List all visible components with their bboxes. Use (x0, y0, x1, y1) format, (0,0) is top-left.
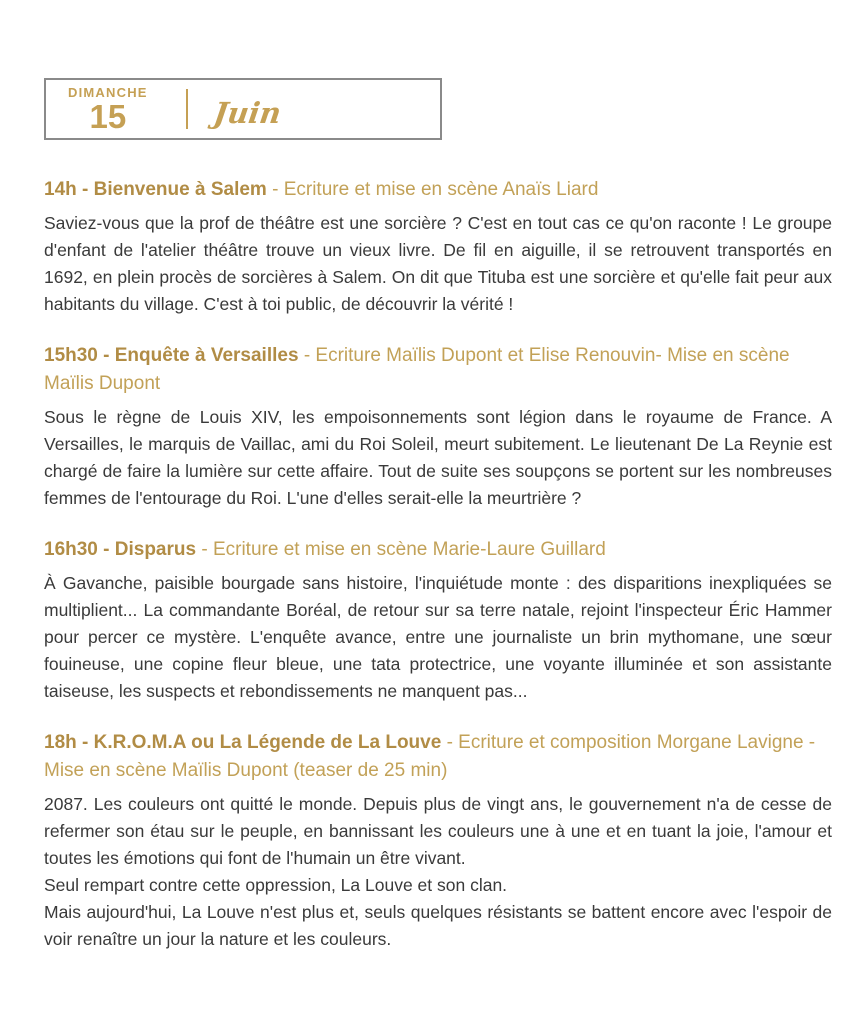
event-paragraph: 2087. Les couleurs ont quitté le monde. Depuis plus de vingt ans, le gouvernement n'a de cesse de refermer son étau sur le peuple, en bannissant les couleurs une à une et en tuant la joie, l'amour et toutes les émotions qui font de l'humain un être vivant. (44, 794, 832, 868)
date-divider (186, 89, 188, 129)
event-section-salem (44, 176, 832, 318)
event-section-versailles (44, 342, 832, 512)
day-number: 15 (89, 98, 127, 135)
day-name: DIMANCHE (68, 85, 148, 100)
event-title (44, 176, 832, 204)
event-paragraph: Mais aujourd'hui, La Louve n'est plus et, seuls quelques résistants se battent encore avec l'espoir de voir renaître un jour la nature et les couleurs. (44, 902, 832, 949)
event-description (44, 791, 832, 953)
month-name: Juin (211, 96, 283, 130)
event-section-kroma (44, 729, 832, 953)
event-title (44, 342, 832, 398)
event-title (44, 536, 832, 564)
event-time-title: 15h30 - Enquête à Versailles (44, 345, 299, 366)
event-time-title: 16h30 - Disparus (44, 539, 197, 560)
event-paragraph: À Gavanche, paisible bourgade sans histoire, l'inquiétude monte : des disparitions inexpliquées se multiplient... La commandante Boréal, de retour sur sa terre natale, rejoint l'inspecteur Éric Hammer pour percer ce mystère. L'enquête avance, entre une journaliste un brin mythomane, une sœur fouineuse, une copine fleur bleue, une tata protectrice, une voyante illuminée et son assistante taiseuse, les suspects et rebondissements ne manquent pas... (44, 573, 832, 701)
event-description (44, 404, 832, 512)
event-section-disparus (44, 536, 832, 705)
event-paragraph: Sous le règne de Louis XIV, les empoisonnements sont légion dans le royaume de France. A Versailles, le marquis de Vaillac, ami du Roi Soleil, meurt subitement. Le lieutenant De La Reynie est chargé de faire la lumière sur cette affaire. Tout de suite ses soupçons se portent sur les nombreuses femmes de l'entourage du Roi. L'une d'elles serait-elle la meurtrière ? (44, 407, 832, 508)
event-title (44, 729, 832, 785)
event-credits: - Ecriture et composition Morgane Lavigne - Mise en scène Maïlis Dupont (teaser de 25 min) (44, 732, 816, 781)
event-time-title: 14h - Bienvenue à Salem (44, 179, 267, 200)
event-paragraph: Seul rempart contre cette oppression, La Louve et son clan. (44, 875, 508, 895)
date-box (44, 78, 442, 140)
event-credits: - Ecriture et mise en scène Anaïs Liard (272, 179, 599, 200)
event-paragraph: Saviez-vous que la prof de théâtre est une sorcière ? C'est en tout cas ce qu'on raconte ! Le groupe d'enfant de l'atelier théâtre trouve un vieux livre. De fil en aiguille, il se retrouvent transportés en 1692, en plein procès de sorcières à Salem. On dit que Tituba est une sorcière et qu'elle fait peur aux habitants du village. C'est à toi public, de découvrir la vérité ! (44, 213, 832, 314)
date-left-block (46, 86, 148, 134)
event-time-title: 18h - K.R.O.M.A ou La Légende de La Louve (44, 732, 442, 753)
event-description (44, 570, 832, 705)
event-description (44, 210, 832, 318)
event-credits: - Ecriture Maïlis Dupont et Elise Renouvin- Mise en scène Maïlis Dupont (44, 345, 790, 394)
event-credits: - Ecriture et mise en scène Marie-Laure Guillard (201, 539, 606, 560)
